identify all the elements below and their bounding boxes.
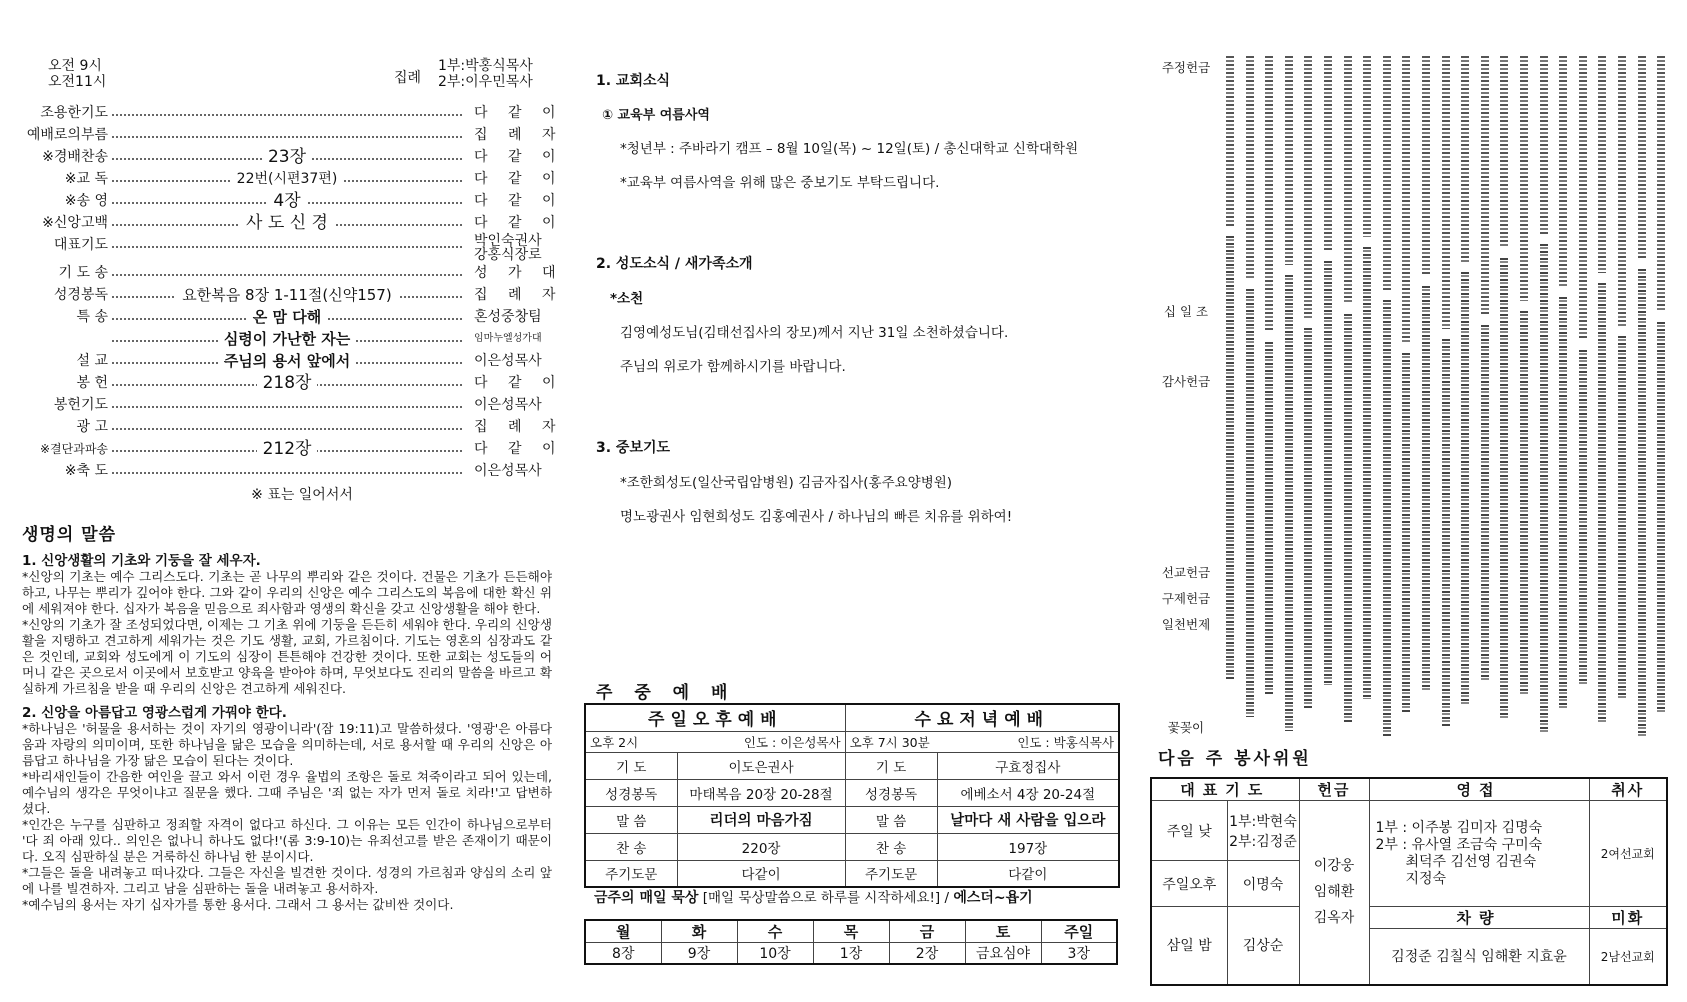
flower-team: 2남선교회 xyxy=(1589,929,1667,985)
weekly-left-value: 이도은권사 xyxy=(677,752,845,779)
offering-label: 주정헌금 xyxy=(1161,60,1211,75)
news-line: *조한희성도(일산국립암병원) 김금자집사(홍주요양병원) xyxy=(620,475,953,491)
offering-label: 선교헌금 xyxy=(1161,565,1211,580)
weekly-row-label: 주기도문 xyxy=(585,860,677,887)
weekly-services-table xyxy=(584,703,1120,888)
order-value: 다 같 이 xyxy=(474,105,564,121)
order-value: 집 례 자 xyxy=(474,419,564,435)
donor-names-strip xyxy=(1422,56,1430,276)
news-subheading: ① 교육부 여름사역 xyxy=(602,108,710,123)
weekly-services-title: 주 중 예 배 xyxy=(596,683,736,703)
donor-names-strip xyxy=(1285,275,1293,731)
welcome-names xyxy=(1369,801,1589,907)
weekly-left-value: 220장 xyxy=(677,833,845,860)
schedule-label: 주일 낮 xyxy=(1151,801,1227,861)
news-line: 주님의 위로가 함께하시기를 바랍니다. xyxy=(620,359,846,375)
sermon-title: 생명의 말씀 xyxy=(22,525,117,545)
prayer-name: 1부:박현숙 xyxy=(1229,813,1297,830)
meditation-chapter: 3장 xyxy=(1041,943,1117,965)
weekly-row xyxy=(585,833,1119,860)
order-content: 22번(시편37편) xyxy=(231,171,344,187)
donor-names-strip xyxy=(1540,244,1548,732)
donor-names-strip xyxy=(1638,56,1646,259)
meditation-chapter: 8장 xyxy=(585,943,661,965)
schedule-label: 삼일 밤 xyxy=(1151,907,1227,985)
donor-names-strip xyxy=(1304,328,1312,708)
order-label: 광 고 xyxy=(76,419,108,435)
wednesday-evening-title: 수요저녁예배 xyxy=(845,704,1119,731)
order-label: ※신앙고백 xyxy=(42,215,108,231)
welcome-line: 지정숙 xyxy=(1405,870,1447,887)
donor-names-strip xyxy=(1363,247,1371,699)
offering-label: 일천번제 xyxy=(1161,617,1211,632)
order-content: 4장 xyxy=(267,191,306,211)
weekly-row-label: 찬 송 xyxy=(845,833,937,860)
order-row xyxy=(22,460,552,482)
news-heading: 3. 중보기도 xyxy=(596,440,671,456)
donor-names-strip xyxy=(1363,56,1371,237)
sermon-paragraph: *바리새인들이 간음한 여인을 끌고 와서 이런 경우 율법의 조항은 돌로 쳐죽이라고 되어 있는데, 예수님의 생각은 무엇이냐고 질문을 했다. 그때 주님은 '죄 없는 자가 먼저 돌로 치라!'고 답변하셨다. xyxy=(22,769,552,816)
sermon-paragraph: *신앙의 기초는 예수 그리스도다. 기초는 곧 나무의 뿌리와 같은 것이다. 건물은 기초가 든든해야 하고, 나무는 뿌리가 깊어야 한다. 그와 같이 우리의 신앙은 예수 그리스도의 복음에 대한 확신 위에 세워져야 한다. 십자가 복음을 믿음으로 죄사함과 영생의 확신을 갖고 신앙생활을 해야 한다. xyxy=(22,569,552,616)
news-line: *교육부 여름사역을 위해 많은 중보기도 부탁드립니다. xyxy=(620,175,940,191)
order-label: ※송 영 xyxy=(64,193,108,209)
sunday-afternoon-title: 주일오후예배 xyxy=(585,704,845,731)
weekly-row-label: 성경봉독 xyxy=(845,779,937,806)
leader: 2부:이우민목사 xyxy=(438,74,533,90)
donor-names-strip xyxy=(1265,56,1273,332)
donor-names-strip xyxy=(1559,297,1567,709)
order-value: 성 가 대 xyxy=(474,265,564,281)
weekly-right-value: 다같이 xyxy=(937,860,1119,887)
donor-names-strip xyxy=(1265,342,1273,694)
donor-names-strip xyxy=(1324,261,1332,685)
meditation-subtitle: [매일 묵상말씀으로 하루를 시작하세요!] xyxy=(702,890,941,906)
meditation-day: 금 xyxy=(889,920,965,943)
order-label: 설 교 xyxy=(76,353,108,369)
welcome-line: 1부 : 이주봉 김미자 김명숙 xyxy=(1375,819,1543,836)
service-time: 오전 9시 xyxy=(48,58,102,74)
meditation-chapter: 9장 xyxy=(661,943,737,965)
donor-names-strip xyxy=(1579,350,1587,686)
weekly-row-label: 기 도 xyxy=(585,752,677,779)
weekly-right-value: 197장 xyxy=(937,833,1119,860)
donor-names-strip xyxy=(1579,56,1587,340)
service-times xyxy=(22,58,552,94)
order-row xyxy=(22,212,564,234)
sunday-afternoon-info xyxy=(585,731,845,752)
order-value: 강홍식장로 xyxy=(474,247,542,263)
order-value: 이은성목사 xyxy=(474,353,542,369)
order-label: 특 송 xyxy=(76,309,108,325)
service-time-list xyxy=(48,58,106,90)
col-prayer-header: 대표기도 xyxy=(1151,778,1299,801)
service-time: 오후 2시 xyxy=(590,734,639,750)
meditation-day: 수 xyxy=(737,920,813,943)
weekly-row xyxy=(585,779,1119,806)
offering-label: 감사헌금 xyxy=(1161,374,1211,389)
donor-names-strip xyxy=(1461,56,1469,262)
lead-label: 집례 xyxy=(394,70,422,86)
order-content: 심령이 가난한 자는 xyxy=(218,330,356,348)
meditation-chapter: 금요심야 xyxy=(965,943,1041,965)
prayer-name: 김상순 xyxy=(1227,907,1299,985)
weekly-right-value: 날마다 새 사람을 입으라 xyxy=(937,806,1119,833)
order-label: ※축 도 xyxy=(64,463,108,479)
donor-names-strip xyxy=(1324,56,1332,251)
order-row xyxy=(22,190,564,212)
order-row xyxy=(22,168,564,190)
order-row xyxy=(22,328,552,350)
meditation-day: 주일 xyxy=(1041,920,1117,943)
donor-names-strip xyxy=(1246,289,1254,717)
order-label: 조용한기도 xyxy=(40,105,108,121)
donor-names-strip xyxy=(1598,283,1606,723)
meditation-day: 화 xyxy=(661,920,737,943)
order-row xyxy=(22,350,552,372)
donor-names-strip xyxy=(1618,336,1626,700)
offering-name: 임해환 xyxy=(1313,884,1355,901)
weekly-right-value: 구효정집사 xyxy=(937,752,1119,779)
order-label: 대표기도 xyxy=(53,237,108,253)
sermon-summary xyxy=(22,520,552,913)
order-content: 요한복음 8장 1-11절(신약157) xyxy=(176,286,397,304)
order-value: 임마누엘성가대 xyxy=(474,333,542,344)
col-welcome-header: 영접 xyxy=(1369,778,1589,801)
order-label: 성경봉독 xyxy=(53,287,108,303)
order-note: ※ 표는 일어서서 xyxy=(251,487,353,503)
order-value: 다 같 이 xyxy=(474,441,564,457)
order-content: 온 맘 다해 xyxy=(247,308,327,326)
offering-label: 꽃꽂이 xyxy=(1167,720,1205,735)
donor-names-strip xyxy=(1657,322,1665,714)
order-row xyxy=(22,284,564,306)
sermon-paragraph: *신앙의 기초가 잘 조성되었다면, 이제는 그 기초 위에 기둥을 든든히 세워야 한다. 우리의 신앙생활을 지탱하고 견고하게 세워가는 것은 기도 생활, 교회, 가르침이다. 기도는 영혼의 심장과도 같은 것인데, 교회와 성도에게 이 기도의 심장이 튼튼해야 건강한 것이다. 또한 교회는 성도들의 어머니 같은 곳으로서 이곳에서 보호받고 양육을 받아야 하며, 무엇보다도 진리의 말씀을 바르고 확실하게 가르침을 받을 때 우리의 신앙은 견고하게 세워진다. xyxy=(22,617,552,696)
weekly-row-label: 주기도문 xyxy=(845,860,937,887)
donor-names-strip xyxy=(1226,236,1234,680)
prayer-name: 이명숙 xyxy=(1227,861,1299,907)
meditation-chapter: 2장 xyxy=(889,943,965,965)
order-label: 예배로의부름 xyxy=(26,127,108,143)
weekly-row xyxy=(585,752,1119,779)
donor-names-strip xyxy=(1520,311,1528,695)
order-row xyxy=(22,438,564,460)
weekly-row xyxy=(585,860,1119,887)
donor-names-strip xyxy=(1442,56,1450,329)
weekly-row-label: 말 씀 xyxy=(845,806,937,833)
service-time: 오후 7시 30분 xyxy=(849,734,930,750)
sermon-paragraph: *하나님은 '허물을 용서하는 것이 자기의 영광이니라'(잠 19:11)고 말씀하셨다. '영광'은 아름다움과 자랑의 의미이며, 또한 하나님을 닮은 모습을 의미하는데, 서로 용서할 때 우리의 신앙은 아름답고 하나님을 가장 닮은 모습이 된다는 것이다. xyxy=(22,721,552,768)
news-heading: 1. 교회소식 xyxy=(596,73,671,89)
weekly-row-label: 말 씀 xyxy=(585,806,677,833)
order-row xyxy=(22,124,564,146)
donor-names-strip xyxy=(1422,286,1430,690)
welcome-line: 2부 : 유사열 조금숙 구미숙 xyxy=(1375,836,1543,853)
wednesday-evening-info xyxy=(845,731,1119,752)
service-leader: 인도 : 박홍식목사 xyxy=(1017,734,1114,750)
news-line: *청년부 : 주바라기 캠프 – 8월 10일(목) ~ 12일(토) / 총신대학교 신학대학원 xyxy=(620,141,1079,157)
donor-names-strip xyxy=(1657,56,1665,312)
donor-names-strip xyxy=(1304,56,1312,318)
order-row xyxy=(22,394,552,416)
order-row xyxy=(22,234,552,262)
donor-names-strip xyxy=(1540,56,1548,234)
news-line: 김영예성도님(김태선집사의 장모)께서 지난 31일 소천하셨습니다. xyxy=(620,325,1009,341)
order-row xyxy=(22,102,564,124)
news-subheading: *소천 xyxy=(610,291,644,307)
car-team: 김정준 김칠식 임해환 지효윤 xyxy=(1369,929,1589,985)
worship-order xyxy=(22,102,564,504)
order-label: 기 도 송 xyxy=(58,265,108,281)
order-label: ※교 독 xyxy=(64,171,108,187)
order-row xyxy=(22,306,552,328)
offering-label: 십 일 조 xyxy=(1163,304,1209,319)
order-label: 봉 헌 xyxy=(76,375,108,391)
weekly-left-value: 다같이 xyxy=(677,860,845,887)
offering-names xyxy=(1299,801,1369,985)
order-content: 주님의 용서 앞에서 xyxy=(218,352,356,370)
offering-name: 이강웅 xyxy=(1313,858,1355,875)
order-content: 218장 xyxy=(257,373,318,393)
order-value-pair xyxy=(474,234,552,262)
col-offering-header: 헌금 xyxy=(1299,778,1369,801)
offering-name: 김옥자 xyxy=(1313,910,1355,927)
order-value: 다 같 이 xyxy=(474,375,564,391)
order-value: 다 같 이 xyxy=(474,149,564,165)
donor-names-strip xyxy=(1402,56,1410,343)
meditation-book: 에스더~욥기 xyxy=(953,890,1033,906)
donor-names-strip xyxy=(1481,56,1489,315)
order-content: 212장 xyxy=(257,439,318,459)
sermon-point-title: 1. 신앙생활의 기초와 기둥을 잘 세우자. xyxy=(22,553,261,569)
donor-names-strip xyxy=(1442,339,1450,727)
donor-names-strip xyxy=(1638,269,1646,737)
order-row xyxy=(22,262,564,284)
sermon-paragraph: *예수님의 용서는 자기 십자가를 통한 용서다. 그래서 그 용서는 값비싼 것이다. xyxy=(22,897,454,912)
donor-names-strip xyxy=(1246,56,1254,279)
weekly-row-label: 기 도 xyxy=(845,752,937,779)
weekly-row xyxy=(585,806,1119,833)
worship-order-column xyxy=(22,58,564,913)
meditation-separator: / xyxy=(944,890,950,906)
order-value: 다 같 이 xyxy=(474,193,564,209)
donor-names-strip xyxy=(1285,56,1293,265)
donor-names-strip xyxy=(1598,56,1606,273)
donor-names-strip xyxy=(1500,258,1508,718)
weekly-row-label: 성경봉독 xyxy=(585,779,677,806)
donor-names-strip xyxy=(1226,56,1234,226)
col-flower-header: 미화 xyxy=(1589,907,1667,929)
leader-list xyxy=(438,58,533,90)
welcome-line: 최덕주 김선영 김권숙 xyxy=(1405,853,1537,870)
leader: 1부:박홍식목사 xyxy=(438,58,533,74)
donor-names-strip xyxy=(1618,56,1626,326)
prayer-names xyxy=(1227,801,1299,861)
service-time: 오전11시 xyxy=(48,74,107,90)
order-row xyxy=(22,416,564,438)
donor-names-strip xyxy=(1520,56,1528,301)
order-value: 이은성목사 xyxy=(474,397,542,413)
donor-names-strip xyxy=(1461,272,1469,704)
meditation-table xyxy=(584,919,1118,965)
weekly-left-value: 리더의 마음가짐 xyxy=(677,806,845,833)
order-label: 봉헌기도 xyxy=(53,397,108,413)
order-value: 다 같 이 xyxy=(474,171,564,187)
order-value: 혼성중창팀 xyxy=(474,309,542,325)
next-week-title: 다음 주 봉사위원 xyxy=(1158,749,1312,769)
col-car-header: 차량 xyxy=(1369,907,1589,929)
sermon-paragraph: *인간은 누구를 심판하고 정죄할 자격이 없다고 하신다. 그 이유는 모든 인간이 하나님으로부터 '다 죄 아래 있다.. 의인은 없나니 하나도 없다!'(롬 3:9-10)는 유죄선고를 받은 존재이기 때문이다. 오직 심판하실 분은 거룩하신 하나님 한 분이시다. xyxy=(22,817,552,864)
order-label: ※결단과파송 xyxy=(39,442,108,456)
col-food-header: 취사 xyxy=(1589,778,1667,801)
news-column xyxy=(596,70,1116,525)
sermon-paragraph: *그들은 돌을 내려놓고 떠나갔다. 그들은 자신을 빌견한 것이다. 성경의 가르침과 양심의 소리 앞에 나를 빌견하자. 그리고 남을 심판하는 돌을 내려놓고 용서하자. xyxy=(22,865,552,896)
order-value: 다 같 이 xyxy=(474,215,564,231)
news-heading: 2. 성도소식 / 새가족소개 xyxy=(596,256,753,272)
donor-names-strip xyxy=(1344,314,1352,722)
order-row xyxy=(22,146,564,168)
meditation-title: 금주의 매일 묵상 xyxy=(594,890,699,906)
news-line: 명노광권사 임현희성도 김홍예권사 / 하나님의 빠른 치유를 위하여! xyxy=(620,509,1013,525)
service-leader: 인도 : 이은성목사 xyxy=(743,734,841,750)
next-week-table xyxy=(1150,777,1668,986)
donor-names-strip xyxy=(1383,300,1391,736)
donor-names-strip xyxy=(1402,353,1410,713)
meditation-chapter: 1장 xyxy=(813,943,889,965)
donor-names-strip xyxy=(1344,56,1352,304)
meditation-chapter: 10장 xyxy=(737,943,813,965)
donor-names-strip xyxy=(1559,56,1567,287)
meditation-day: 토 xyxy=(965,920,1041,943)
meditation-day: 목 xyxy=(813,920,889,943)
donor-names-strip xyxy=(1383,56,1391,290)
donor-names-strip xyxy=(1481,325,1489,681)
sermon-point-title: 2. 신앙을 아름답고 영광스럽게 가꿔야 한다. xyxy=(22,705,287,721)
weekly-left-value: 마태복음 20장 20-28절 xyxy=(677,779,845,806)
weekly-right-value: 에베소서 4장 20-24절 xyxy=(937,779,1119,806)
order-value: 이은성목사 xyxy=(474,463,542,479)
schedule-label: 주일오후 xyxy=(1151,861,1227,907)
order-content: 사 도 신 경 xyxy=(240,213,334,233)
order-value: 박인숙권사 xyxy=(474,233,542,249)
weekly-row-label: 찬 송 xyxy=(585,833,677,860)
prayer-name: 2부:김정준 xyxy=(1229,833,1297,850)
offering-label: 구제헌금 xyxy=(1161,591,1211,606)
order-label: ※경배찬송 xyxy=(42,149,108,165)
order-value: 집 례 자 xyxy=(474,127,564,143)
order-value: 집 례 자 xyxy=(474,287,564,303)
food-team: 2여선교회 xyxy=(1589,801,1667,907)
order-content: 23장 xyxy=(262,147,312,167)
order-row xyxy=(22,372,564,394)
donor-names-strip xyxy=(1500,56,1508,248)
meditation-day: 월 xyxy=(585,920,661,943)
daily-meditation-header xyxy=(594,886,1033,907)
